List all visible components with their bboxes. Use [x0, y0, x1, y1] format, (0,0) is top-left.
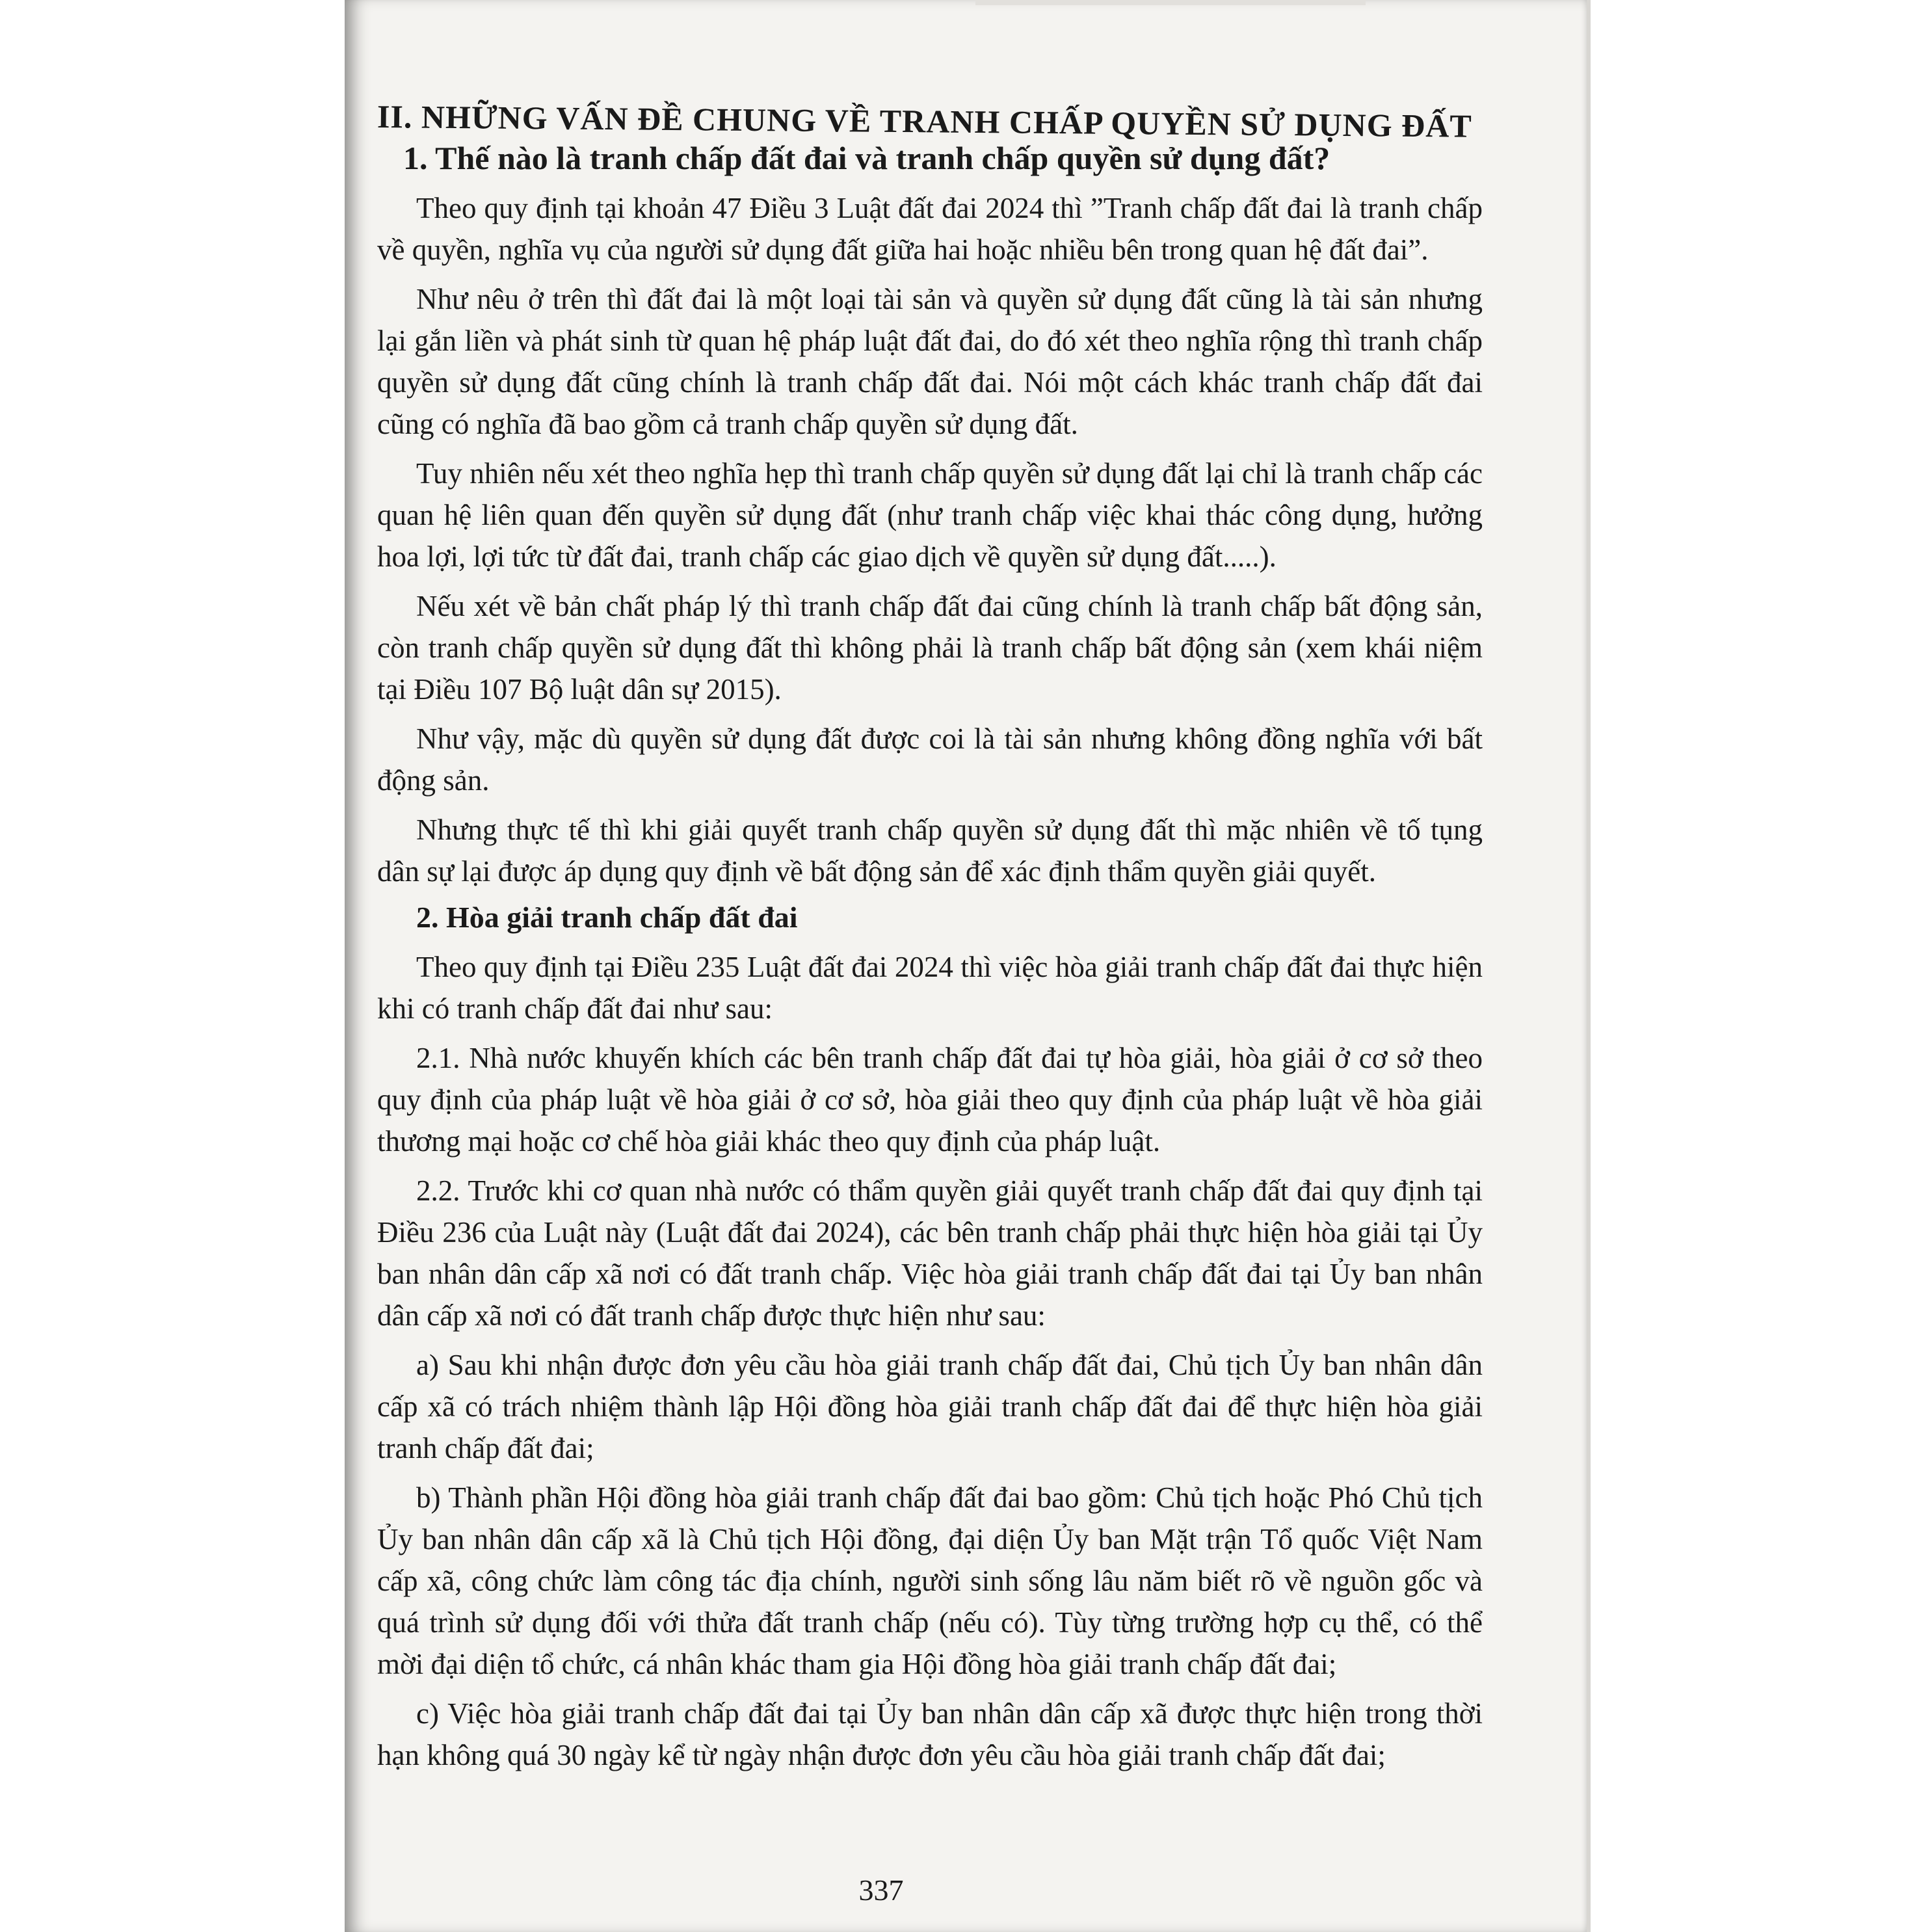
paragraph: Như vậy, mặc dù quyền sử dụng đất được coi là tài sản nhưng không đồng nghĩa với bất động sản.: [377, 722, 1483, 797]
paragraph: b) Thành phần Hội đồng hòa giải tranh chấp đất đai bao gồm: Chủ tịch hoặc Phó Chủ tịch Ủy ban nhân dân cấp xã là Chủ tịch Hội đồng, đại diện Ủy ban Mặt trận Tổ quốc Việt Nam cấp xã, công chức làm công tác địa chính, người sinh sống lâu năm biết rõ về nguồn gốc và quá trình sử dụng đối với thửa đất tranh chấp (nếu có). Tùy từng trường hợp cụ thể, có thể mời đại diện tổ chức, cá nhân khác tham gia Hội đồng hòa giải tranh chấp đất đai;: [377, 1481, 1483, 1680]
paragraph: Theo quy định tại Điều 235 Luật đất đai 2024 thì việc hòa giải tranh chấp đất đai thực hiện khi có tranh chấp đất đai như sau:: [377, 951, 1483, 1025]
paragraph: Như nêu ở trên thì đất đai là một loại tài sản và quyền sử dụng đất cũng là tài sản nhưng lại gắn liền và phát sinh từ quan hệ pháp luật đất đai, do đó xét theo nghĩa rộng thì tranh chấp quyền sử dụng đất cũng chính là tranh chấp đất đai. Nói một cách khác tranh chấp đất đai cũng có nghĩa đã bao gồm cả tranh chấp quyền sử dụng đất.: [377, 283, 1483, 440]
page-top-edge: [975, 0, 1366, 5]
paragraph: a) Sau khi nhận được đơn yêu cầu hòa giải tranh chấp đất đai, Chủ tịch Ủy ban nhân dân cấp xã có trách nhiệm thành lập Hội đồng hòa giải tranh chấp đất đai để thực hiện hòa giải tranh chấp đất đai;: [377, 1349, 1483, 1464]
paragraph: 2.1. Nhà nước khuyến khích các bên tranh chấp đất đai tự hòa giải, hòa giải ở cơ sở theo quy định của pháp luật về hòa giải ở cơ sở, hòa giải theo quy định của pháp luật về hòa giải thương mại hoặc cơ chế hòa giải khác theo quy định của pháp luật.: [377, 1042, 1483, 1158]
paragraph: Nếu xét về bản chất pháp lý thì tranh chấp đất đai cũng chính là tranh chấp bất động sản, còn tranh chấp quyền sử dụng đất thì không phải là tranh chấp bất động sản (xem khái niệm tại Điều 107 Bộ luật dân sự 2015).: [377, 590, 1483, 706]
paragraph: c) Việc hòa giải tranh chấp đất đai tại Ủy ban nhân dân cấp xã được thực hiện trong thời hạn không quá 30 ngày kể từ ngày nhận được đơn yêu cầu hòa giải tranh chấp đất đai;: [377, 1697, 1483, 1771]
paragraph: 2.2. Trước khi cơ quan nhà nước có thẩm quyền giải quyết tranh chấp đất đai quy định tại Điều 236 của Luật này (Luật đất đai 2024), các bên tranh chấp phải thực hiện hòa giải tại Ủy ban nhân dân cấp xã nơi có đất tranh chấp. Việc hòa giải tranh chấp đất đai tại Ủy ban nhân dân cấp xã nơi có đất tranh chấp được thực hiện như sau:: [377, 1174, 1483, 1332]
paragraph: Nhưng thực tế thì khi giải quyết tranh chấp quyền sử dụng đất thì mặc nhiên về tố tụng dân sự lại được áp dụng quy định về bất động sản để xác định thẩm quyền giải quyết.: [377, 814, 1483, 888]
page-content: [377, 98, 1483, 1784]
subsection-title: 2. Hòa giải tranh chấp đất đai: [416, 901, 798, 934]
section-title: II. NHỮNG VẤN ĐỀ CHUNG VỀ TRANH CHẤP QUYỀN SỬ DỤNG ĐẤT: [377, 98, 1472, 144]
paragraph: Tuy nhiên nếu xét theo nghĩa hẹp thì tranh chấp quyền sử dụng đất lại chỉ là tranh chấp các quan hệ liên quan đến quyền sử dụng đất (như tranh chấp việc khai thác công dụng, hưởng hoa lợi, lợi tức từ đất đai, tranh chấp các giao dịch về quyền sử dụng đất.....).: [377, 457, 1483, 573]
paragraph: Theo quy định tại khoản 47 Điều 3 Luật đất đai 2024 thì ”Tranh chấp đất đai là tranh chấp về quyền, nghĩa vụ của người sử dụng đất giữa hai hoặc nhiều bên trong quan hệ đất đai”.: [377, 192, 1483, 266]
page-edge: [1587, 0, 1591, 1932]
question-title: 1. Thế nào là tranh chấp đất đai và tranh chấp quyền sử dụng đất?: [403, 140, 1330, 176]
page-number: 337: [858, 1873, 904, 1907]
